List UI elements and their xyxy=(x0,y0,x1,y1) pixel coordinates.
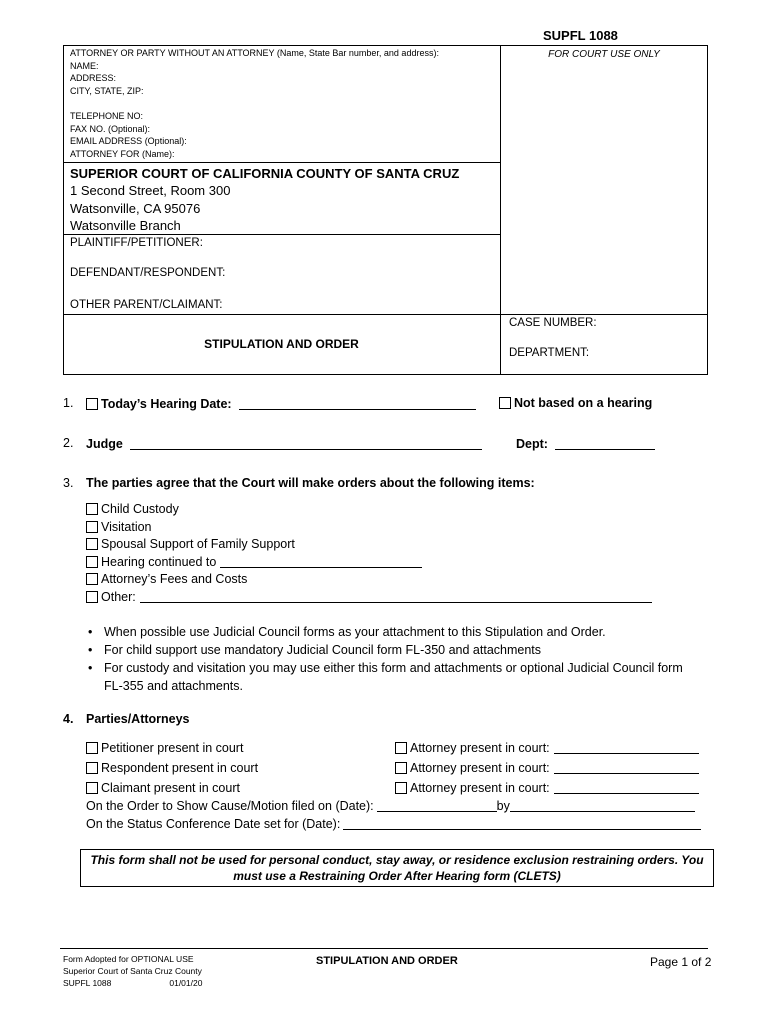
footer-title: STIPULATION AND ORDER xyxy=(316,955,458,967)
attorney-row-1: Attorney present in court: xyxy=(395,738,699,758)
court-branch: Watsonville Branch xyxy=(70,218,181,233)
footer-form-id: SUPFL 1088 xyxy=(63,978,112,988)
not-hearing-label: Not based on a hearing xyxy=(514,396,653,410)
plaintiff-field[interactable]: PLAINTIFF/PETITIONER: xyxy=(70,237,203,249)
respondent-row: Respondent present in court xyxy=(86,758,258,778)
city-state-zip-field[interactable]: CITY, STATE, ZIP: xyxy=(70,85,144,96)
footer-left xyxy=(63,953,202,989)
judge-label: Judge xyxy=(86,437,123,451)
footer-date: 01/01/20 xyxy=(169,978,203,988)
item-3-number: 3. xyxy=(63,476,74,490)
present-list xyxy=(86,738,258,798)
option-visitation: Visitation xyxy=(86,519,666,537)
title-top-line xyxy=(63,314,708,315)
court-name: SUPERIOR COURT OF CALIFORNIA COUNTY OF SANTA CRUZ xyxy=(70,166,460,181)
status-row xyxy=(86,816,701,831)
footer-court: Superior Court of Santa Cruz County xyxy=(63,966,202,976)
attorney-row-2: Attorney present in court: xyxy=(395,758,699,778)
osc-label: On the Order to Show Cause/Motion filed on (Date): xyxy=(86,799,374,813)
footer-form-row xyxy=(63,977,202,989)
spousal-support-checkbox[interactable] xyxy=(86,538,98,550)
item-2-number: 2. xyxy=(63,436,74,450)
email-field[interactable]: EMAIL ADDRESS (Optional): xyxy=(70,136,187,146)
telephone-field[interactable]: TELEPHONE NO: xyxy=(70,111,144,121)
item-1-number: 1. xyxy=(63,396,74,410)
instruction-item: • For child support use mandatory Judicial Council form FL-350 and attachments xyxy=(88,641,700,659)
attorney-field-3[interactable] xyxy=(554,780,699,794)
option-child-custody: Child Custody xyxy=(86,501,666,519)
judge-field[interactable] xyxy=(130,436,482,450)
hearing-date-checkbox[interactable] xyxy=(86,398,98,410)
item-1-row xyxy=(86,396,486,411)
hearing-date-field[interactable] xyxy=(239,396,476,410)
attorney-field-1[interactable] xyxy=(554,740,699,754)
court-street: 1 Second Street, Room 300 xyxy=(70,183,231,198)
status-label: On the Status Conference Date set for (Date): xyxy=(86,817,341,831)
claimant-checkbox[interactable] xyxy=(86,782,98,794)
attorney-for-field[interactable]: ATTORNEY FOR (Name): xyxy=(70,148,175,159)
other-parent-field[interactable]: OTHER PARENT/CLAIMANT: xyxy=(70,299,223,311)
attorney-row-3: Attorney present in court: xyxy=(395,778,699,798)
attorney-list xyxy=(395,738,699,798)
item-2-row xyxy=(86,436,482,451)
item-3-options xyxy=(86,501,666,606)
dept-row xyxy=(516,436,655,451)
footer-rule xyxy=(60,948,708,949)
address-field[interactable]: ADDRESS: xyxy=(70,73,117,83)
other-checkbox[interactable] xyxy=(86,591,98,603)
defendant-field[interactable]: DEFENDANT/RESPONDENT: xyxy=(70,267,226,279)
respondent-checkbox[interactable] xyxy=(86,762,98,774)
footer-adopted: Form Adopted for OPTIONAL USE xyxy=(63,954,194,964)
warning-box xyxy=(80,849,714,887)
instruction-item: • When possible use Judicial Council forms as your attachment to this Stipulation and Order. xyxy=(88,623,700,641)
item-4-label: Parties/Attorneys xyxy=(86,712,190,726)
item-4-number: 4. xyxy=(63,712,74,726)
osc-row xyxy=(86,798,695,813)
by-label: by xyxy=(496,799,510,813)
header-divider xyxy=(500,45,501,375)
attorney-checkbox-2[interactable] xyxy=(395,762,407,774)
attorney-checkbox-1[interactable] xyxy=(395,742,407,754)
attorney-field-2[interactable] xyxy=(554,760,699,774)
court-city: Watsonville, CA 95076 xyxy=(70,200,201,216)
not-hearing-checkbox[interactable] xyxy=(499,397,511,409)
court-top-line xyxy=(63,162,500,163)
petitioner-row: Petitioner present in court xyxy=(86,738,258,758)
court-block xyxy=(70,165,498,235)
department-field[interactable]: DEPARTMENT: xyxy=(509,347,590,359)
warning-line-1: This form shall not be used for personal conduct, stay away, or residence exclusion restraining orders. You xyxy=(90,853,704,867)
dept-label: Dept: xyxy=(516,437,548,451)
option-hearing-continued: Hearing continued to xyxy=(86,554,666,572)
attorney-line: ATTORNEY OR PARTY WITHOUT AN ATTORNEY (Name, State Bar number, and address): xyxy=(70,48,439,58)
not-hearing-row xyxy=(499,396,652,410)
hearing-date-label: Today’s Hearing Date: xyxy=(101,397,232,411)
attorney-block xyxy=(70,47,495,160)
option-attorney-fees: Attorney’s Fees and Costs xyxy=(86,571,666,589)
status-date-field[interactable] xyxy=(343,816,701,830)
case-number-field[interactable]: CASE NUMBER: xyxy=(509,317,597,329)
other-field[interactable] xyxy=(140,589,652,603)
by-field[interactable] xyxy=(510,798,695,812)
dept-field[interactable] xyxy=(555,436,655,450)
visitation-checkbox[interactable] xyxy=(86,521,98,533)
form-id: SUPFL 1088 xyxy=(543,28,618,43)
osc-date-field[interactable] xyxy=(377,798,497,812)
child-custody-checkbox[interactable] xyxy=(86,503,98,515)
name-field[interactable]: NAME: xyxy=(70,60,99,71)
petitioner-checkbox[interactable] xyxy=(86,742,98,754)
item-3-label: The parties agree that the Court will make orders about the following items: xyxy=(86,476,535,490)
option-spousal-support: Spousal Support of Family Support xyxy=(86,536,666,554)
instruction-item: • For custody and visitation you may use either this form and attachments or optional Judicial Council form FL-355 and attachments. xyxy=(88,659,700,695)
court-use-label: FOR COURT USE ONLY xyxy=(548,49,660,60)
hearing-continued-field[interactable] xyxy=(220,554,422,568)
hearing-continued-checkbox[interactable] xyxy=(86,556,98,568)
fax-field[interactable]: FAX NO. (Optional): xyxy=(70,123,151,134)
instructions xyxy=(88,623,700,695)
form-title: STIPULATION AND ORDER xyxy=(204,337,359,351)
warning-line-2: must use a Restraining Order After Hearing form (CLETS) xyxy=(233,869,561,883)
attorney-checkbox-3[interactable] xyxy=(395,782,407,794)
option-other: Other: xyxy=(86,589,666,607)
attorney-fees-checkbox[interactable] xyxy=(86,573,98,585)
page-number: Page 1 of 2 xyxy=(650,955,712,969)
claimant-row: Claimant present in court xyxy=(86,778,258,798)
